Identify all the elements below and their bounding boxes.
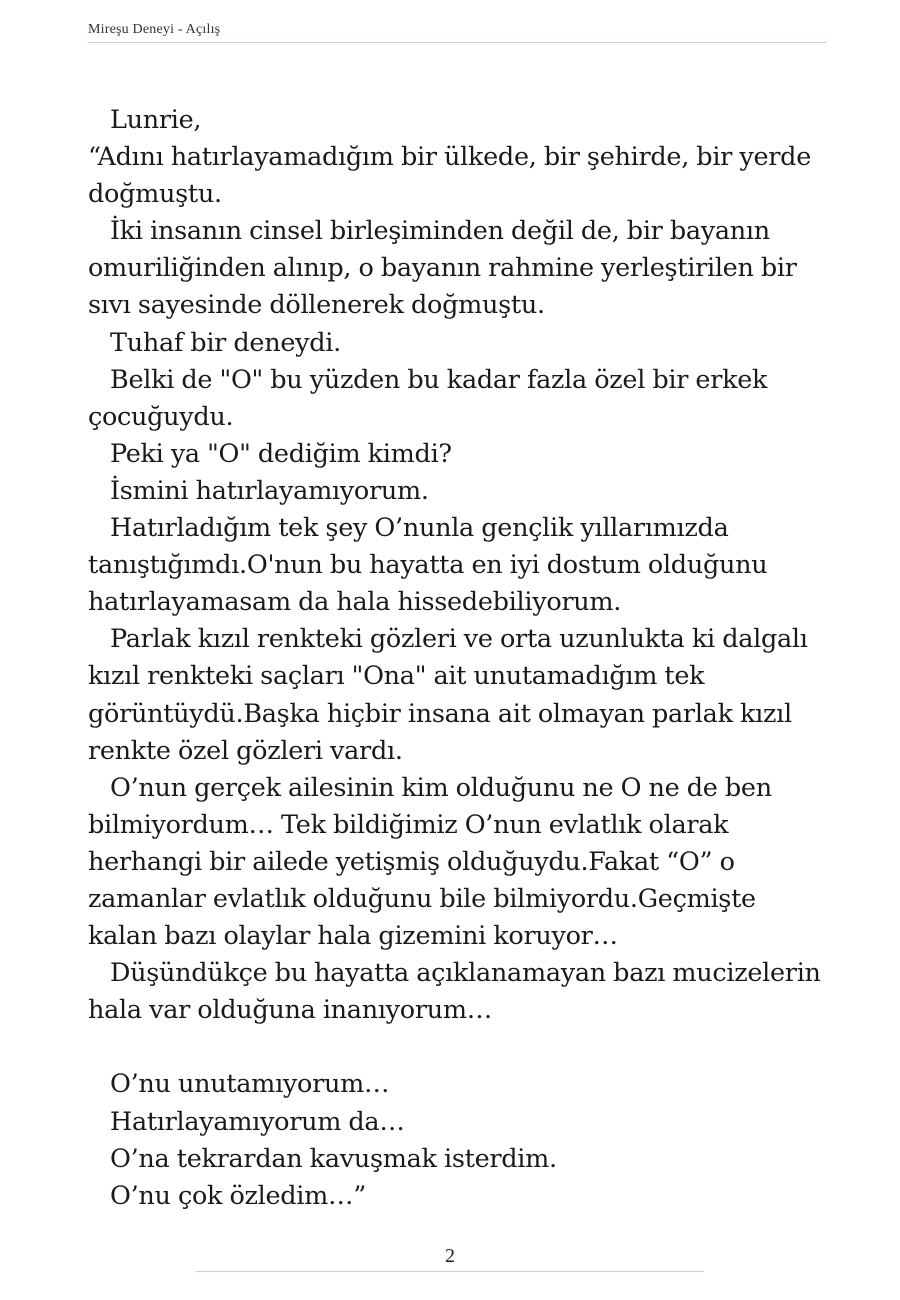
blank-line — [88, 1029, 828, 1066]
paragraph: O’na tekrardan kavuşmak isterdim. — [110, 1143, 557, 1174]
paragraph: İki insanın cinsel birleşiminden değil de, bir bayanın omuriliğinden alınıp, o bayanın rahmine yerleştirilen bir sıvı sayesinde döllenerek doğmuştu. — [88, 216, 797, 321]
paragraph: Düşündükçe bu hayatta açıklanamayan bazı mucizelerin hala var olduğuna inanıyorum… — [88, 958, 821, 1026]
paragraph: Belki de "O" bu yüzden bu kadar fazla özel bir erkek çocuğuydu. — [88, 364, 768, 432]
paragraph: Parlak kızıl renkteki gözleri ve orta uzunlukta ki dalgalı kızıl renkteki saçları "Ona" ait unutamadığım tek görüntüydü.Başka hiçbir insana ait olmayan parlak kızıl renkte özel gözleri vardı. — [88, 624, 808, 766]
paragraph: O’nun gerçek ailesinin kim olduğunu ne O ne de ben bilmiyordum… Tek bildiğimiz O’nun evlatlık olarak herhangi bir ailede yetişmiş olduğuydu.Fakat “O” o zamanlar evlatlık olduğunu bile bilmiyordu.Geçmişte kalan bazı olaylar hala gizemini koruyor… — [88, 772, 772, 952]
paragraph: O’nu çok özledim…” — [110, 1180, 366, 1211]
page-body — [88, 102, 828, 1215]
running-header: Mireşu Deneyi - Açılış — [88, 22, 221, 37]
paragraph-salutation: Lunrie, — [110, 105, 202, 135]
paragraph: Peki ya "O" dediğim kimdi? — [110, 438, 452, 469]
paragraph: Hatırlayamıyorum da… — [110, 1106, 405, 1137]
paragraph: İsmini hatırlayamıyorum. — [110, 475, 429, 506]
paragraph: Hatırladığım tek şey O’nunla gençlik yıllarımızda tanıştığımdı.O'nun bu hayatta en iyi dostum olduğunu hatırlayamasam da hala hissedebiliyorum. — [88, 513, 768, 618]
paragraph: Tuhaf bir deneydi. — [110, 327, 341, 358]
footer-divider — [196, 1271, 704, 1272]
page-number: 2 — [445, 1245, 455, 1267]
paragraph: “Adını hatırlayamadığım bir ülkede, bir şehirde, bir yerde doğmuştu. — [88, 142, 811, 210]
paragraph: O’nu unutamıyorum… — [110, 1069, 390, 1100]
header-divider — [88, 42, 826, 43]
